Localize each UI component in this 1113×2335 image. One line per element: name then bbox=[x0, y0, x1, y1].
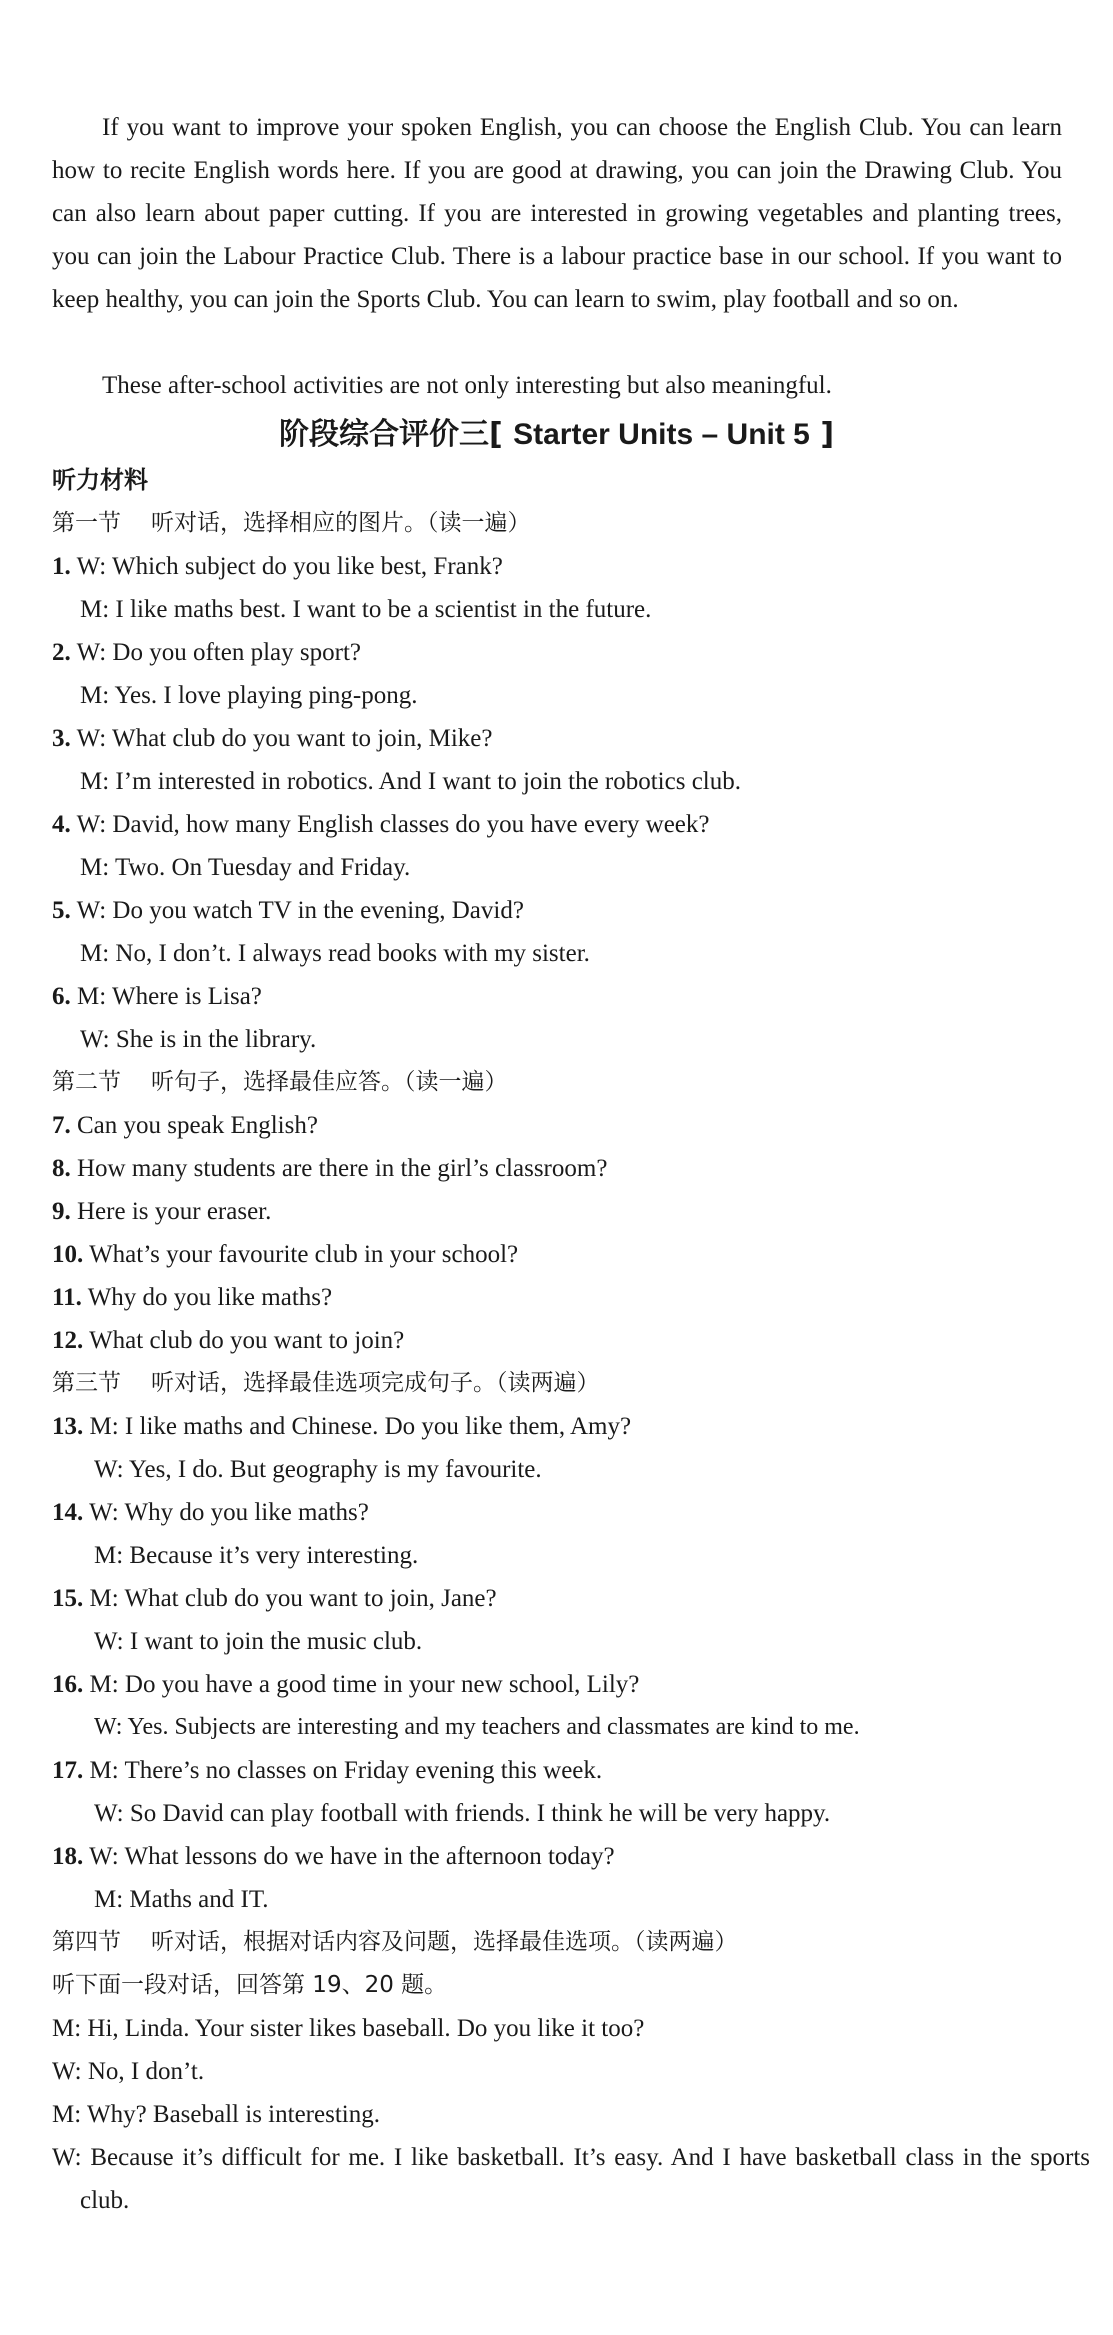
dialogue-text: W: What lessons do we have in the afternoon today? bbox=[89, 1843, 615, 1870]
section-2-instruction bbox=[52, 1061, 508, 1104]
dialogue-line-2: W: No, I don’t. bbox=[52, 2058, 205, 2085]
question-number: 2. bbox=[52, 639, 71, 666]
question-4-line-2: M: Two. On Tuesday and Friday. bbox=[80, 854, 411, 881]
question-3-line-2: M: I’m interested in robotics. And I want to join the robotics club. bbox=[80, 768, 741, 795]
dialogue-text: W: Do you often play sport? bbox=[76, 639, 361, 666]
question-number: 11. bbox=[52, 1284, 82, 1311]
intro-paragraph-2: These after-school activities are not only interesting but also meaningful. bbox=[102, 372, 832, 399]
question-number: 5. bbox=[52, 897, 71, 924]
question-number: 12. bbox=[52, 1327, 84, 1354]
question-number: 13. bbox=[52, 1413, 84, 1440]
question-number: 17. bbox=[52, 1757, 84, 1784]
question-15-line-1 bbox=[52, 1577, 497, 1620]
question-17-line-1 bbox=[52, 1749, 602, 1792]
question-2-line-2: M: Yes. I love playing ping-pong. bbox=[80, 682, 418, 709]
dialogue-line-4: W: Because it’s difficult for me. I like basketball. It’s easy. And I have basketball class in the sports club. bbox=[52, 2144, 1090, 2214]
question-number: 4. bbox=[52, 811, 71, 838]
question-8 bbox=[52, 1147, 607, 1190]
question-14-line-2: M: Because it’s very interesting. bbox=[94, 1542, 419, 1569]
question-number: 6. bbox=[52, 983, 71, 1010]
dialogue-text: W: Why do you like maths? bbox=[89, 1499, 369, 1526]
question-18-line-1 bbox=[52, 1835, 615, 1878]
section-text: 听句子，选择最佳应答。（读一遍） bbox=[151, 1069, 508, 1095]
title-english: Starter Units – Unit 5 bbox=[513, 418, 810, 451]
dialogue-intro: 听下面一段对话，回答第 19、20 题。 bbox=[52, 1972, 448, 1998]
dialogue-text: W: Which subject do you like best, Frank? bbox=[76, 553, 503, 580]
question-18-line-2: M: Maths and IT. bbox=[94, 1886, 269, 1913]
section-text: 听对话，根据对话内容及问题，选择最佳选项。（读两遍） bbox=[151, 1929, 738, 1955]
question-number: 1. bbox=[52, 553, 71, 580]
question-number: 9. bbox=[52, 1198, 71, 1225]
question-16-line-2: W: Yes. Subjects are interesting and my teachers and classmates are kind to me. bbox=[94, 1714, 860, 1740]
question-6-line-1 bbox=[52, 975, 262, 1018]
title-bracket-close: ] bbox=[820, 417, 835, 452]
sentence-text: Why do you like maths? bbox=[87, 1284, 333, 1311]
section-text: 听对话，选择相应的图片。（读一遍） bbox=[151, 510, 531, 536]
sentence-text: Can you speak English? bbox=[77, 1112, 318, 1139]
dialogue-line-3: M: Why? Baseball is interesting. bbox=[52, 2101, 380, 2128]
section-1-instruction bbox=[52, 502, 531, 545]
title-bracket-open: [ bbox=[488, 417, 503, 452]
question-10 bbox=[52, 1233, 518, 1276]
question-number: 16. bbox=[52, 1671, 84, 1698]
sentence-text: How many students are there in the girl’s classroom? bbox=[77, 1155, 608, 1182]
question-13-line-2: W: Yes, I do. But geography is my favourite. bbox=[94, 1456, 542, 1483]
listening-material-heading: 听力材料 bbox=[52, 466, 148, 494]
section-label: 第四节 bbox=[52, 1929, 121, 1955]
question-9 bbox=[52, 1190, 271, 1233]
dialogue-text: W: David, how many English classes do you have every week? bbox=[76, 811, 710, 838]
section-label: 第三节 bbox=[52, 1370, 121, 1396]
question-1-line-2: M: I like maths best. I want to be a scientist in the future. bbox=[80, 596, 652, 623]
question-1-line-1 bbox=[52, 545, 503, 588]
question-number: 10. bbox=[52, 1241, 84, 1268]
question-6-line-2: W: She is in the library. bbox=[80, 1026, 317, 1053]
question-number: 3. bbox=[52, 725, 71, 752]
title-chinese: 阶段综合评价三 bbox=[278, 417, 489, 452]
question-14-line-1 bbox=[52, 1491, 369, 1534]
question-number: 15. bbox=[52, 1585, 84, 1612]
dialogue-line-1: M: Hi, Linda. Your sister likes baseball. Do you like it too? bbox=[52, 2015, 645, 2042]
question-2-line-1 bbox=[52, 631, 361, 674]
question-4-line-1 bbox=[52, 803, 710, 846]
dialogue-text: M: Do you have a good time in your new school, Lily? bbox=[89, 1671, 640, 1698]
dialogue-text: M: There’s no classes on Friday evening this week. bbox=[89, 1757, 603, 1784]
question-16-line-1 bbox=[52, 1663, 639, 1706]
sentence-text: What club do you want to join? bbox=[89, 1327, 405, 1354]
section-title bbox=[0, 410, 1113, 460]
sentence-text: Here is your eraser. bbox=[77, 1198, 272, 1225]
question-number: 8. bbox=[52, 1155, 71, 1182]
sentence-text: What’s your favourite club in your school? bbox=[89, 1241, 519, 1268]
section-4-instruction bbox=[52, 1921, 738, 1964]
question-17-line-2: W: So David can play football with friends. I think he will be very happy. bbox=[94, 1800, 831, 1827]
question-7 bbox=[52, 1104, 318, 1147]
question-number: 18. bbox=[52, 1843, 84, 1870]
question-11 bbox=[52, 1276, 332, 1319]
question-13-line-1 bbox=[52, 1405, 631, 1448]
question-number: 7. bbox=[52, 1112, 71, 1139]
question-15-line-2: W: I want to join the music club. bbox=[94, 1628, 423, 1655]
question-number: 14. bbox=[52, 1499, 84, 1526]
dialogue-text: W: Do you watch TV in the evening, David? bbox=[76, 897, 524, 924]
question-3-line-1 bbox=[52, 717, 492, 760]
dialogue-text: W: What club do you want to join, Mike? bbox=[76, 725, 493, 752]
section-3-instruction bbox=[52, 1362, 600, 1405]
intro-paragraph-1: If you want to improve your spoken English, you can choose the English Club. You can learn how to recite English words here. If you are good at drawing, you can join the Drawing Club. You can also learn about paper cutting. If you are interested in growing vegetables and planting trees, you can join the Labour Practice Club. There is a labour practice base in our school. If you want to keep healthy, you can join the Sports Club. You can learn to swim, play football and so on. bbox=[52, 114, 1062, 313]
question-5-line-1 bbox=[52, 889, 524, 932]
section-label: 第二节 bbox=[52, 1069, 121, 1095]
section-text: 听对话，选择最佳选项完成句子。（读两遍） bbox=[151, 1370, 600, 1396]
dialogue-text: M: Where is Lisa? bbox=[77, 983, 262, 1010]
section-label: 第一节 bbox=[52, 510, 121, 536]
question-5-line-2: M: No, I don’t. I always read books with my sister. bbox=[80, 940, 590, 967]
question-12 bbox=[52, 1319, 404, 1362]
dialogue-text: M: What club do you want to join, Jane? bbox=[89, 1585, 497, 1612]
dialogue-text: M: I like maths and Chinese. Do you like them, Amy? bbox=[89, 1413, 632, 1440]
